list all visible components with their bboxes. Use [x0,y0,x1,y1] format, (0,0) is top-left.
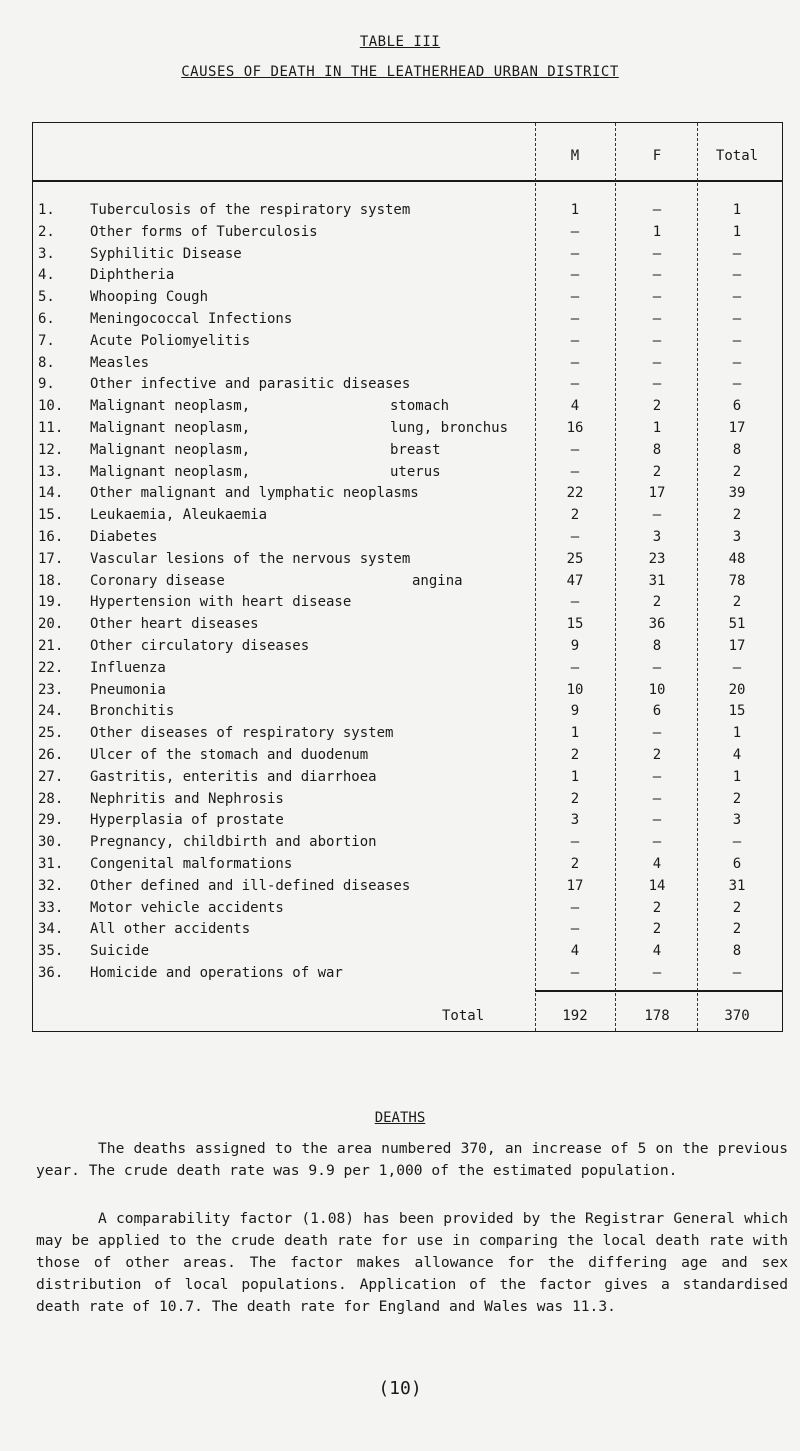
total-value: 2 [732,594,742,611]
cause-of-death: Gastritis, enteritis and diarrhoea [90,768,377,785]
cause-site: uterus [390,463,441,480]
cause-of-death: Acute Poliomyelitis [90,332,251,349]
total-value: 1 [732,768,742,785]
deaths-heading: DEATHS [374,1110,426,1126]
table-row [0,767,800,787]
m-value: 2 [570,747,580,763]
total-value: 15 [728,703,746,720]
table-row [0,222,800,242]
table-row [0,353,800,373]
f-value: 6 [652,703,662,720]
row-number: 16. [38,529,64,545]
m-value: 9 [570,638,580,654]
m-value: – [570,659,580,676]
m-value: – [570,899,580,916]
m-value: – [570,311,580,327]
total-value: 2 [732,899,742,916]
m-value: 3 [570,812,580,829]
table-row [0,549,800,569]
row-number: 33. [38,899,64,916]
cause-of-death: Vascular lesions of the nervous system [90,550,411,567]
f-value: 2 [652,594,662,611]
row-number: 27. [38,768,64,785]
row-number: 6. [38,311,55,327]
m-value: – [570,245,580,262]
total-value: – [732,965,742,981]
table-row [0,658,800,678]
row-number: 14. [38,485,64,502]
cause-of-death: Pregnancy, childbirth and abortion [90,834,377,851]
cause-of-death: Malignant neoplasm, [90,463,251,480]
m-value: 4 [570,398,580,415]
row-number: 28. [38,790,64,807]
row-number: 5. [38,289,55,306]
cause-of-death: Pneumonia [90,681,166,698]
table-row [0,571,800,591]
total-value: 6 [732,856,742,872]
table-row [0,309,800,329]
cause-of-death: Hyperplasia of prostate [90,812,284,829]
total-value: 1 [732,202,742,218]
f-value: – [652,725,662,742]
table-row [0,331,800,351]
total-total-value: 370 [724,1008,750,1024]
header-divider [32,180,783,182]
m-value: 16 [566,420,584,436]
cause-of-death: All other accidents [90,921,251,938]
total-value: – [732,354,742,371]
cause-of-death: Other forms of Tuberculosis [90,223,318,240]
total-label: Total [442,1008,485,1024]
f-value: – [652,289,662,306]
cause-of-death: Nephritis and Nephrosis [90,790,284,807]
f-value: – [652,507,662,524]
table-row [0,614,800,634]
m-value: – [570,463,580,480]
table-row [0,527,800,547]
f-value: 2 [652,921,662,938]
m-value: – [570,834,580,851]
f-value: 2 [652,398,662,415]
total-f-value: 178 [644,1008,670,1024]
f-value: 17 [648,485,666,502]
m-value: 2 [570,856,580,872]
total-value: 2 [732,921,742,938]
total-value: – [732,245,742,262]
total-value: 1 [732,223,742,240]
table-row [0,876,800,896]
total-value: 1 [732,725,742,742]
row-number: 15. [38,507,64,524]
total-row [0,1006,800,1026]
m-value: – [570,965,580,981]
page-number: (10) [378,1378,422,1399]
row-number: 2. [38,223,55,240]
total-value: 6 [732,398,742,415]
m-value: 1 [570,202,580,218]
f-value: – [652,332,662,349]
row-number: 31. [38,856,64,872]
cause-of-death: Coronary disease [90,572,225,589]
total-value: 4 [732,747,742,763]
f-value: 2 [652,899,662,916]
m-value: – [570,267,580,284]
m-value: – [570,441,580,458]
row-number: 24. [38,703,64,720]
table-row [0,701,800,721]
cause-of-death: Other malignant and lymphatic neoplasms [90,485,419,502]
cause-of-death: Other infective and parasitic diseases [90,376,411,393]
total-value: 31 [728,877,746,894]
m-value: – [570,594,580,611]
total-value: 51 [728,616,746,633]
table-row [0,789,800,809]
cause-of-death: Bronchitis [90,703,175,720]
row-number: 12. [38,441,64,458]
f-value: 1 [652,223,662,240]
f-value: 36 [648,616,666,633]
row-number: 7. [38,332,55,349]
cause-of-death: Other circulatory diseases [90,638,310,654]
f-value: – [652,376,662,393]
table-row [0,723,800,743]
row-number: 13. [38,463,64,480]
m-value: 4 [570,943,580,960]
f-value: 2 [652,463,662,480]
f-value: – [652,834,662,851]
cause-of-death: Homicide and operations of war [90,965,343,981]
m-value: – [570,376,580,393]
table-row [0,745,800,765]
table-title: TABLE III [359,34,441,50]
table-row [0,483,800,503]
cause-of-death: Measles [90,354,150,371]
cause-site: lung, bronchus [390,420,509,436]
table-row [0,396,800,416]
m-value: 15 [566,616,584,633]
row-number: 23. [38,681,64,698]
total-value: 8 [732,943,742,960]
table-row [0,941,800,961]
cause-of-death: Malignant neoplasm, [90,420,251,436]
deaths-paragraph-1: The deaths assigned to the area numbered 370, an increase of 5 on the previous year. The crude death rate was 9.9 per 1,000 of the estimated population. [36,1140,788,1179]
m-value: – [570,332,580,349]
cause-of-death: Other diseases of respiratory system [90,725,394,742]
row-number: 25. [38,725,64,742]
m-value: – [570,921,580,938]
cause-of-death: Malignant neoplasm, [90,398,251,415]
column-header-m: M [570,148,580,164]
f-value: – [652,311,662,327]
f-value: 1 [652,420,662,436]
row-number: 30. [38,834,64,851]
total-value: 2 [732,790,742,807]
deaths-paragraph-2: A comparability factor (1.08) has been provided by the Registrar General which may be applied to the crude death rate for use in comparing the local death rate with those of other areas. The factor makes allowance for the differing age and sex distribution of local populations. Application of the factor gives a standardised death rate of 10.7. The death rate for England and Wales was 11.3. [36,1210,788,1315]
total-value: – [732,267,742,284]
f-value: 31 [648,572,666,589]
table-row [0,505,800,525]
f-value: – [652,267,662,284]
row-number: 17. [38,550,64,567]
m-value: 2 [570,507,580,524]
f-value: – [652,202,662,218]
cause-of-death: Meningococcal Infections [90,311,293,327]
cause-of-death: Other heart diseases [90,616,259,633]
table-row [0,244,800,264]
total-value: 39 [728,485,746,502]
total-value: 2 [732,507,742,524]
total-value: 17 [728,420,746,436]
f-value: 8 [652,441,662,458]
m-value: 10 [566,681,584,698]
f-value: – [652,245,662,262]
m-value: 22 [566,485,584,502]
total-value: – [732,332,742,349]
table-row [0,592,800,612]
table-row [0,287,800,307]
m-value: 1 [570,768,580,785]
total-value: – [732,834,742,851]
cause-of-death: Diphtheria [90,267,175,284]
row-number: 10. [38,398,64,415]
f-value: 3 [652,529,662,545]
m-value: 1 [570,725,580,742]
m-value: – [570,529,580,545]
total-value: 2 [732,463,742,480]
total-value: – [732,376,742,393]
f-value: – [652,812,662,829]
cause-of-death: Other defined and ill-defined diseases [90,877,411,894]
table-row [0,374,800,394]
table-row [0,898,800,918]
f-value: 14 [648,877,666,894]
row-number: 35. [38,943,64,960]
f-value: 4 [652,856,662,872]
row-number: 34. [38,921,64,938]
f-value: 4 [652,943,662,960]
row-number: 26. [38,747,64,763]
cause-site: angina [412,572,463,589]
total-value: 17 [728,638,746,654]
cause-of-death: Syphilitic Disease [90,245,242,262]
table-row [0,200,800,220]
total-value: 20 [728,681,746,698]
cause-site: breast [390,441,441,458]
row-number: 11. [38,420,64,436]
row-number: 9. [38,376,55,393]
cause-of-death: Leukaemia, Aleukaemia [90,507,268,524]
row-number: 32. [38,877,64,894]
total-value: – [732,659,742,676]
m-value: 25 [566,550,584,567]
row-number: 1. [38,202,55,218]
total-value: – [732,311,742,327]
total-value: 8 [732,441,742,458]
cause-of-death: Ulcer of the stomach and duodenum [90,747,369,763]
total-value: 3 [732,812,742,829]
m-value: — [570,223,580,240]
m-value: 9 [570,703,580,720]
f-value: – [652,354,662,371]
table-row [0,265,800,285]
row-number: 22. [38,659,64,676]
f-value: 8 [652,638,662,654]
total-value: 48 [728,550,746,567]
cause-of-death: Whooping Cough [90,289,209,306]
row-number: 4. [38,267,55,284]
table-row [0,919,800,939]
table-row [0,440,800,460]
column-header-total: Total [715,148,759,164]
m-value: 2 [570,790,580,807]
f-value: – [652,659,662,676]
total-divider [535,990,783,992]
table-row [0,636,800,656]
row-number: 29. [38,812,64,829]
m-value: – [570,289,580,306]
cause-of-death: Malignant neoplasm, [90,441,251,458]
total-value: – [732,289,742,306]
table-row [0,832,800,852]
m-value: 47 [566,572,584,589]
f-value: – [652,790,662,807]
cause-of-death: Diabetes [90,529,158,545]
cause-of-death: Congenital malformations [90,856,293,872]
row-number: 3. [38,245,55,262]
cause-of-death: Motor vehicle accidents [90,899,284,916]
table-row [0,963,800,983]
f-value: 10 [648,681,666,698]
total-value: 3 [732,529,742,545]
column-header-f: F [652,148,662,164]
row-number: 36. [38,965,64,981]
row-number: 21. [38,638,64,654]
table-row [0,810,800,830]
total-value: 78 [728,572,746,589]
table-row [0,462,800,482]
total-m-value: 192 [562,1008,588,1024]
cause-of-death: Hypertension with heart disease [90,594,352,611]
table-row [0,418,800,438]
f-value: – [652,768,662,785]
table-row [0,854,800,874]
cause-of-death: Tuberculosis of the respiratory system [90,202,411,218]
m-value: – [570,354,580,371]
table-row [0,680,800,700]
cause-site: stomach [390,398,450,415]
row-number: 18. [38,572,64,589]
table-subtitle: CAUSES OF DEATH IN THE LEATHERHEAD URBAN DISTRICT [181,64,619,80]
row-number: 19. [38,594,64,611]
f-value: 2 [652,747,662,763]
cause-of-death: Suicide [90,943,150,960]
m-value: 17 [566,877,584,894]
row-number: 8. [38,354,55,371]
f-value: – [652,965,662,981]
cause-of-death: Influenza [90,659,166,676]
f-value: 23 [648,550,666,567]
row-number: 20. [38,616,64,633]
